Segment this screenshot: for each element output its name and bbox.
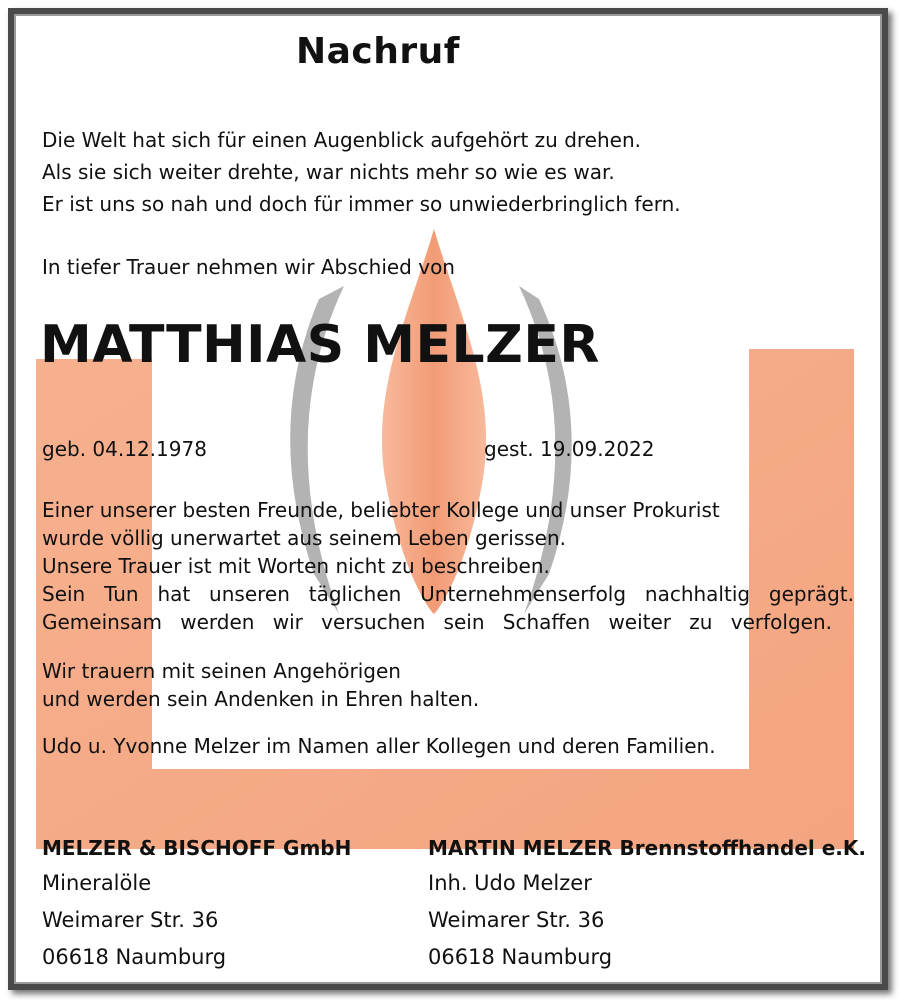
obituary-frame (8, 8, 888, 990)
page-title: Nachruf (296, 31, 460, 72)
company-name: MARTIN MELZER Brennstoffhandel e.K. (428, 836, 866, 860)
company-street: Weimarer Str. 36 (42, 908, 219, 932)
tribute-line: Unsere Trauer ist mit Worten nicht zu beschreiben. (42, 554, 550, 578)
signature-line: Udo u. Yvonne Melzer im Namen aller Kollegen und deren Familien. (42, 734, 716, 758)
intro-line: Er ist uns so nah und doch für immer so unwiederbringlich fern. (42, 192, 681, 216)
tribute-line: Einer unserer besten Freunde, beliebter Kollege und unser Prokurist (42, 498, 720, 522)
deceased-name: MATTHIAS MELZER (40, 315, 600, 375)
company-city: 06618 Naumburg (428, 945, 613, 969)
company-line: Mineralöle (42, 871, 152, 895)
company-name: MELZER & BISCHOFF GmbH (42, 836, 352, 860)
mourning-line: und werden sein Andenken in Ehren halten. (42, 687, 480, 711)
company-line: Inh. Udo Melzer (428, 871, 592, 895)
company-city: 06618 Naumburg (42, 945, 227, 969)
birth-date: geb. 04.12.1978 (42, 437, 207, 461)
company-street: Weimarer Str. 36 (428, 908, 605, 932)
tribute-line: Gemeinsam werden wir versuchen sein Schaffen weiter zu verfolgen. (42, 610, 832, 634)
farewell-text: In tiefer Trauer nehmen wir Abschied von (42, 255, 455, 279)
tribute-line: wurde völlig unerwartet aus seinem Leben gerissen. (42, 526, 567, 550)
mourning-line: Wir trauern mit seinen Angehörigen (42, 659, 401, 683)
intro-line: Als sie sich weiter drehte, war nichts mehr so wie es war. (42, 160, 615, 184)
intro-line: Die Welt hat sich für einen Augenblick aufgehört zu drehen. (42, 128, 642, 152)
death-date: gest. 19.09.2022 (484, 437, 655, 461)
tribute-line: Sein Tun hat unseren täglichen Unternehmenserfolg nachhaltig geprägt. (42, 582, 854, 606)
